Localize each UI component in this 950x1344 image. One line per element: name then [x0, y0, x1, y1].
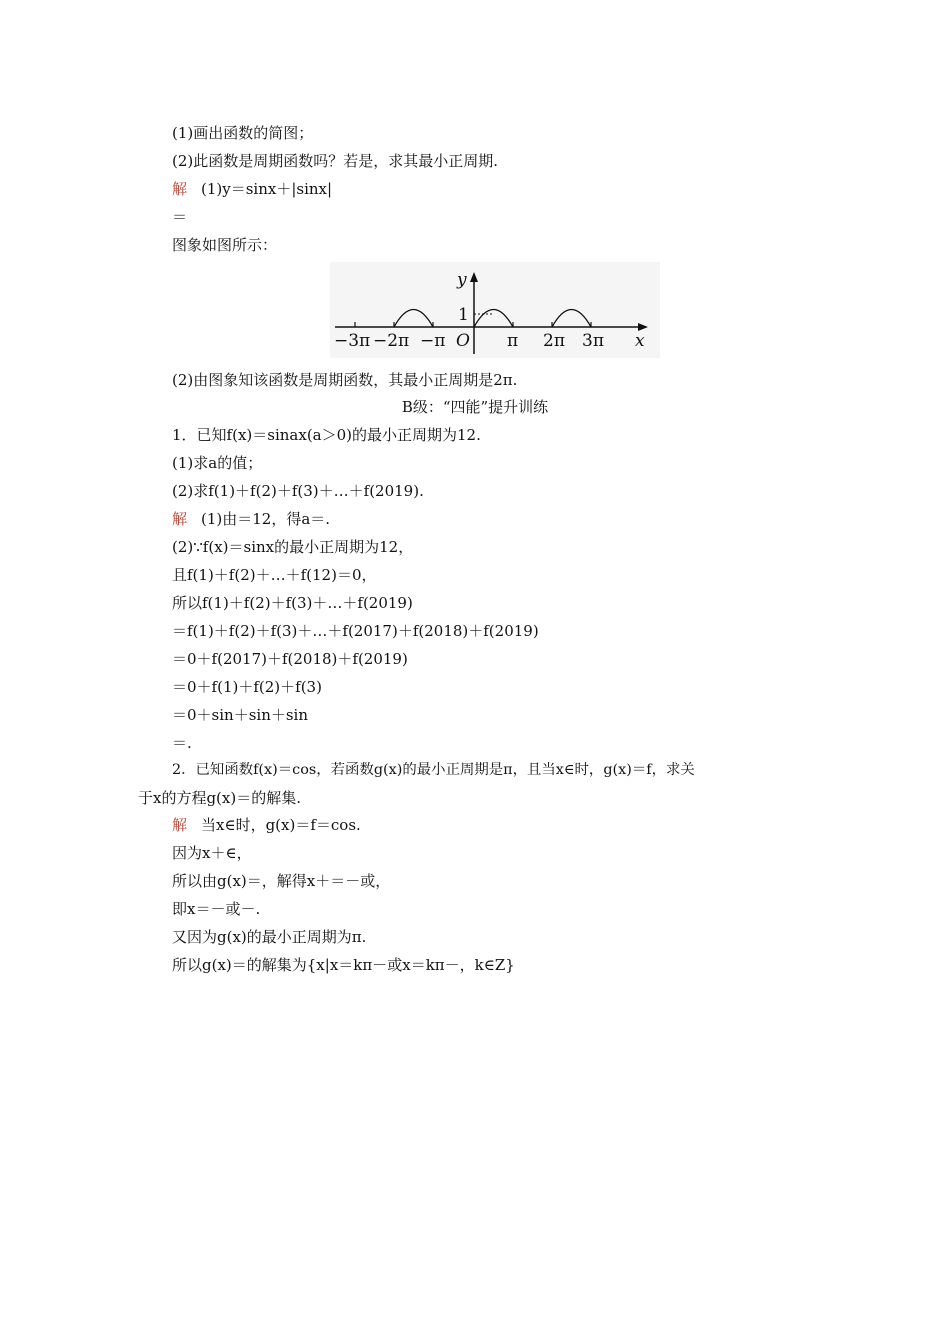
- problem-1-solution-line-7: ＝0＋f(1)＋f(2)＋f(3): [172, 678, 322, 696]
- solution-part-2: (2)由图象知该函数是周期函数，其最小正周期是2π.: [172, 371, 518, 389]
- problem-1-solution-line-4: 所以f(1)＋f(2)＋f(3)＋…＋f(2019): [172, 594, 413, 612]
- arch-neg2pi-negpi: [394, 310, 433, 328]
- problem-1-solution-line-9: ＝.: [172, 734, 192, 752]
- x-axis-label: x: [635, 331, 645, 351]
- problem-1-solution-line-8: ＝0＋sin＋sin＋sin: [172, 706, 309, 724]
- tick-label-negpi: −π: [420, 331, 446, 351]
- solution-text: (1)y＝sinx＋|sinx|: [201, 180, 333, 198]
- arch-0-pi: [474, 310, 513, 328]
- solution-label: 解: [172, 180, 188, 198]
- problem-2-solution-line-4: 即x＝－或－.: [172, 900, 261, 918]
- tick-label-neg3pi: −3π: [334, 331, 371, 351]
- problem-1: 1．已知f(x)＝sinax(a＞0)的最小正周期为12.: [172, 426, 481, 444]
- solution-line-1: [172, 179, 332, 199]
- solution-label: 解: [172, 510, 188, 528]
- problem-2-solution-line-3: 所以由g(x)＝，解得x＋＝－或，: [172, 872, 391, 890]
- graph-svg: [330, 262, 660, 358]
- origin-label: O: [456, 331, 470, 351]
- y-axis-arrow: [470, 272, 478, 282]
- tick-label-2pi: 2π: [543, 331, 565, 351]
- solution-line-2: ＝: [172, 208, 188, 226]
- section-heading: B级：“四能”提升训练: [401, 398, 549, 416]
- function-graph: [330, 262, 660, 358]
- problem-2-line-1: 2．已知函数f(x)＝cos，若函数g(x)的最小正周期是π，且当x∈时，g(x)＝f，求关: [172, 762, 695, 778]
- problem-1-solution-line-6: ＝0＋f(2017)＋f(2018)＋f(2019): [172, 650, 408, 668]
- y-axis-label: y: [457, 270, 467, 290]
- arch-2pi-3pi: [552, 310, 591, 328]
- problem-2-solution-line-1: [172, 815, 361, 835]
- problem-2-solution-line-2: 因为x＋∈，: [172, 844, 252, 862]
- solution-label: 解: [172, 816, 188, 834]
- solution-line-3: 图象如图所示：: [172, 236, 278, 254]
- problem-2-solution-line-6: 所以g(x)＝的解集为{x|x＝kπ－或x＝kπ－，k∈Z}: [172, 956, 515, 974]
- problem-1-solution-line-5: ＝f(1)＋f(2)＋f(3)＋…＋f(2017)＋f(2018)＋f(2019): [172, 622, 539, 640]
- solution-text: (1)由＝12，得a＝.: [201, 510, 331, 528]
- problem-1-solution-line-2: (2)∵f(x)＝sinx的最小正周期为12，: [172, 538, 414, 556]
- problem-part-1: (1)画出函数的简图；: [172, 124, 314, 142]
- tick-label-pi: π: [507, 331, 519, 351]
- problem-1-part-1: (1)求a的值；: [172, 454, 263, 472]
- solution-text: 当x∈时，g(x)＝f＝cos.: [201, 816, 361, 834]
- problem-1-part-2: (2)求f(1)＋f(2)＋f(3)＋…＋f(2019).: [172, 482, 424, 500]
- problem-part-2: (2)此函数是周期函数吗？若是，求其最小正周期.: [172, 152, 499, 170]
- y-one-label: 1: [458, 305, 469, 325]
- tick-label-3pi: 3π: [582, 331, 604, 351]
- problem-1-solution-line-3: 且f(1)＋f(2)＋…＋f(12)＝0，: [172, 566, 377, 584]
- problem-2-solution-line-5: 又因为g(x)的最小正周期为π.: [172, 928, 367, 946]
- problem-1-solution-line-1: [172, 509, 330, 529]
- x-axis-arrow: [638, 323, 648, 331]
- tick-label-neg2pi: −2π: [373, 331, 410, 351]
- problem-2-line-2: 于x的方程g(x)＝的解集.: [138, 789, 301, 807]
